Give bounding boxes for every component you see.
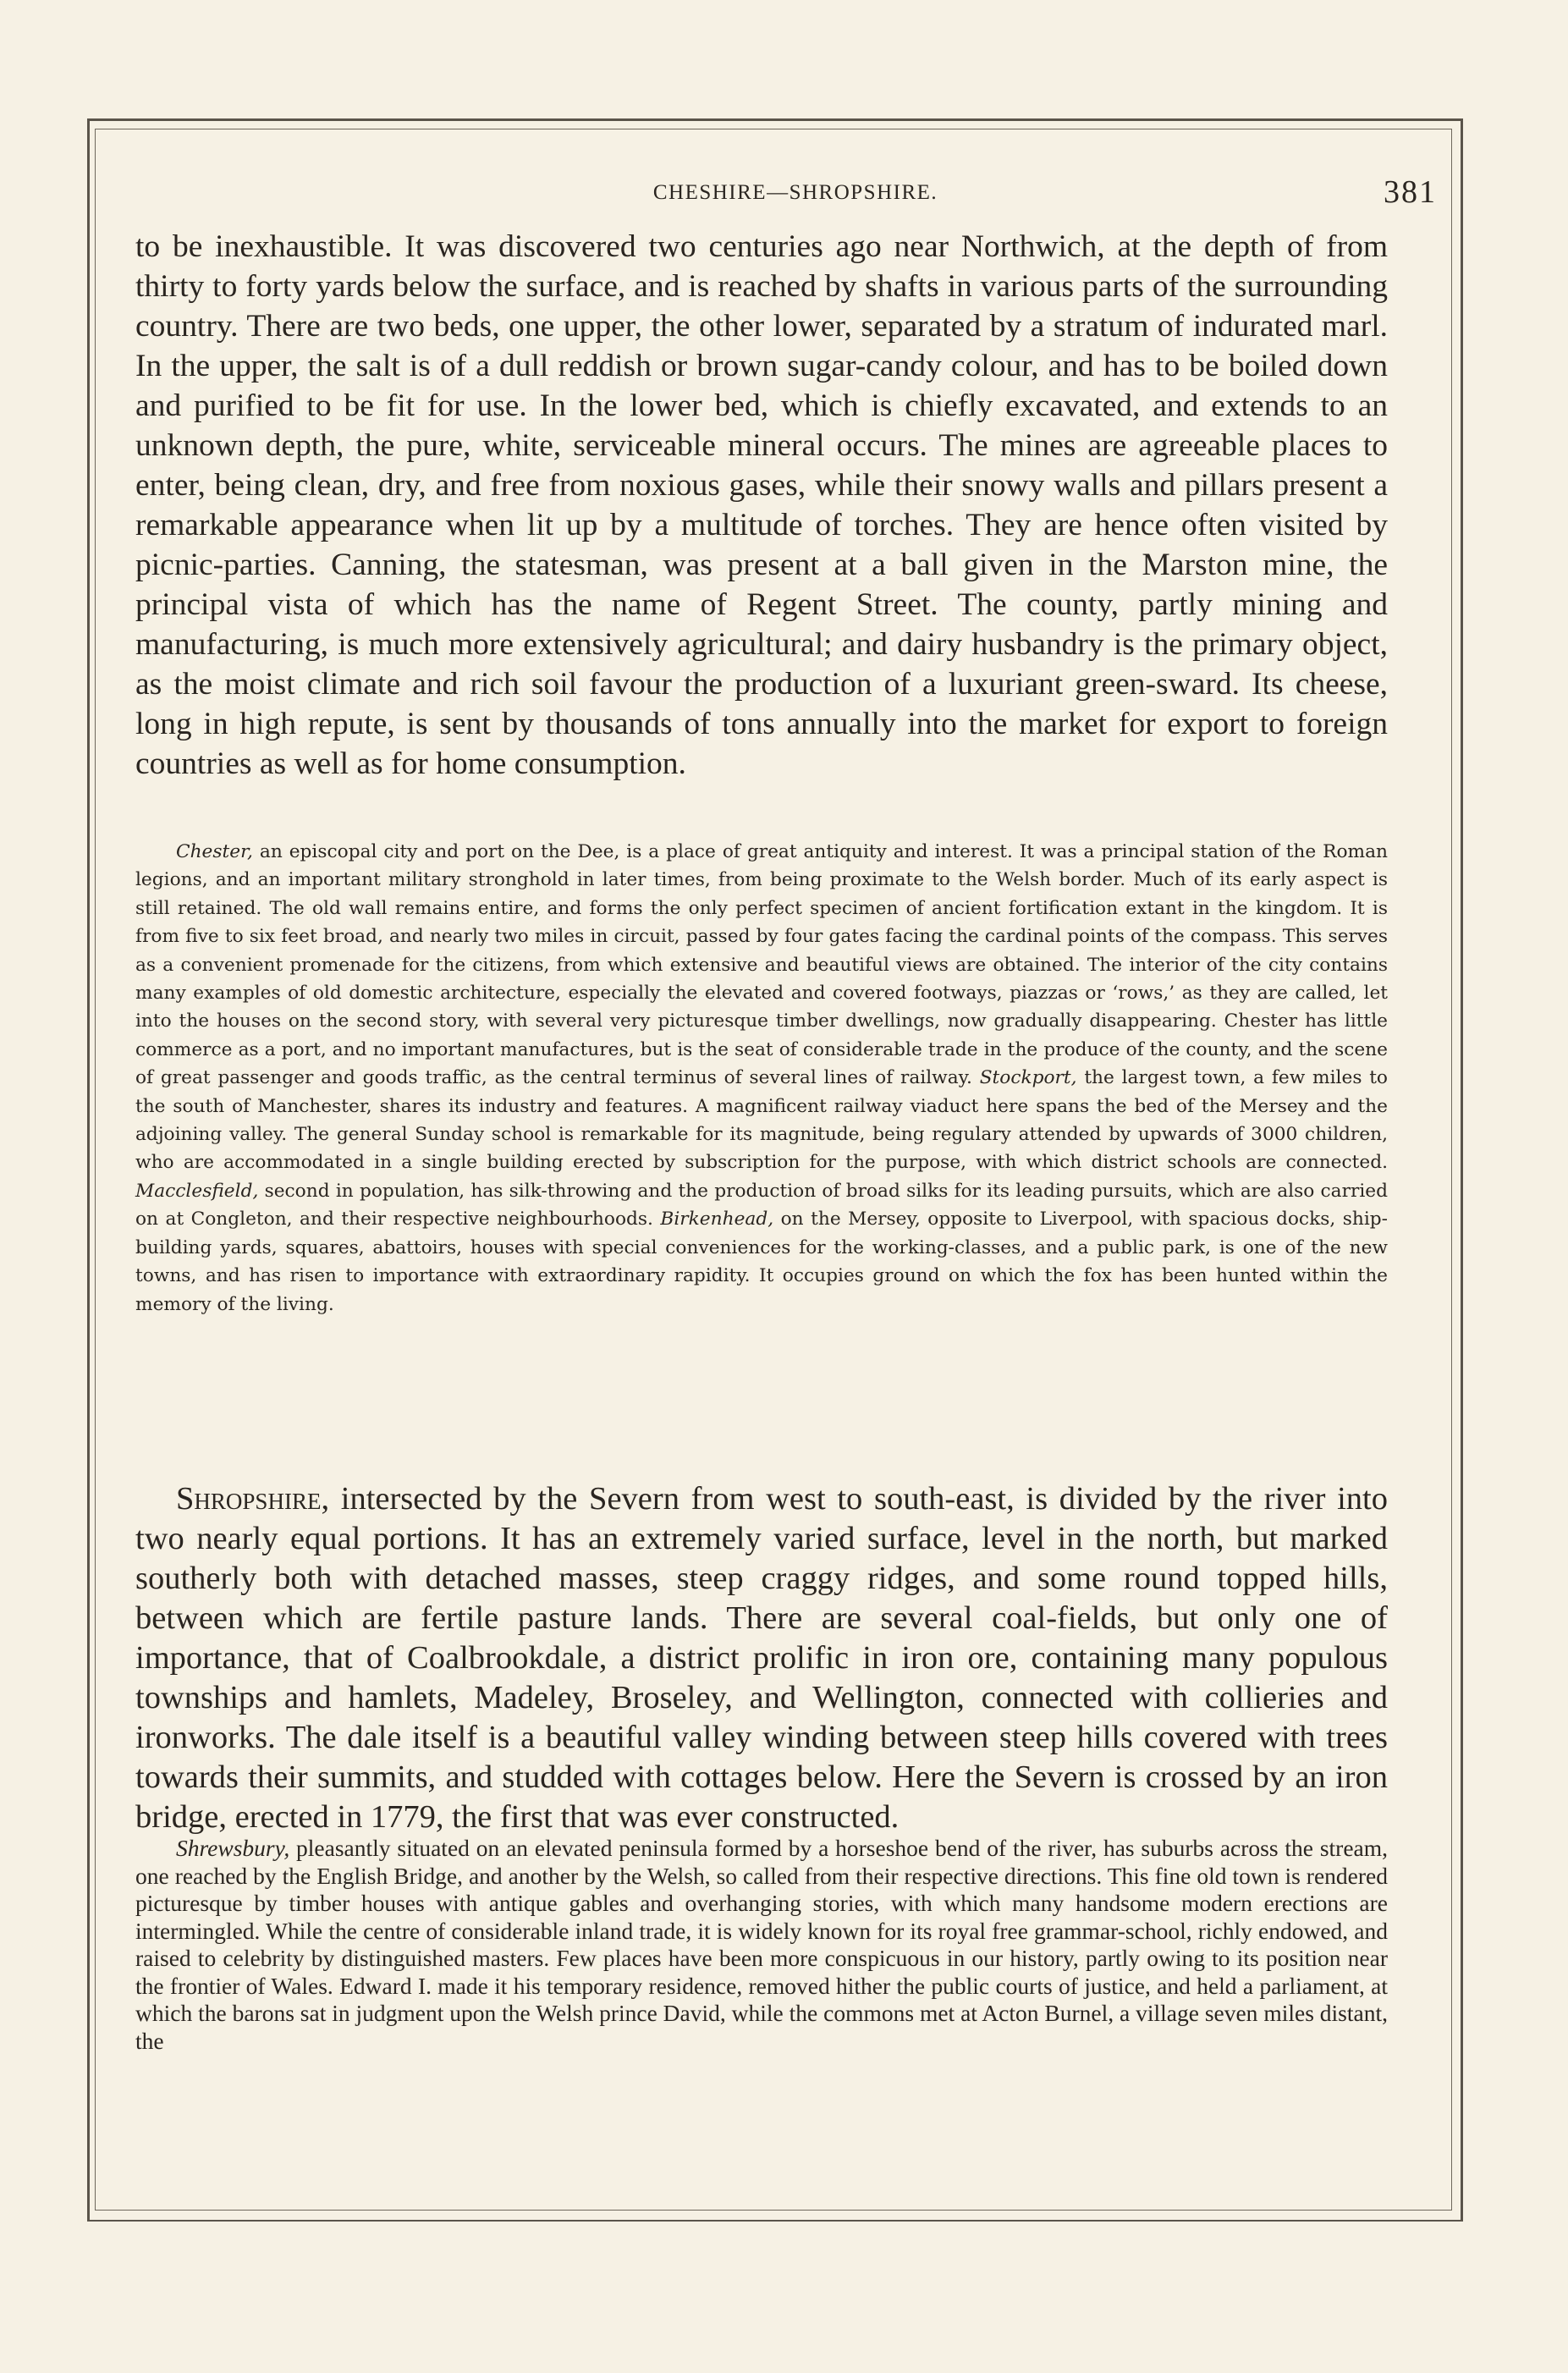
- paragraph-shrewsbury-text: pleasantly situated on an elevated peninsula formed by a horseshoe bend of the river, has suburbs across the stream, one reached by the English Bridge, and another by the Welsh, so called from their respective directions. This fine old town is rendered picturesque by timber houses with antique gables and overhanging stories, with which many handsome modern erections are intermingled. While the centre of considerable inland trade, it is widely known for its royal free grammar-school, richly endowed, and raised to celebrity by distinguished masters. Few places have been more conspicuous in our history, partly owing to its position near the frontier of Wales. Edward I. made it his temporary residence, removed hither the public courts of justice, and held a parliament, at which the barons sat in judgment upon the Welsh prince David, while the commons met at Acton Burnel, a village seven miles distant, the: [135, 1835, 1388, 2054]
- place-name-shrewsbury: Shrewsbury,: [176, 1835, 290, 1861]
- paragraph-birkenhead-text: on the Mersey, opposite to Liverpool, with spacious docks, ship-building yards, squares, abattoirs, houses with special conveniences for the working-classes, and a public park, is one of the new towns, and has risen to importance with extraordinary rapidity. It occupies ground on which the fox has been hunted within the memory of the living.: [135, 1209, 1388, 1315]
- county-name-shropshire: Shropshire,: [176, 1481, 330, 1517]
- paragraph-salt-mines: to be inexhaustible. It was discovered two centuries ago near Northwich, at the depth of from thirty to forty yards below the surface, and is reached by shafts in various parts of the surrounding country. There are two beds, one upper, the other lower, separated by a stratum of indurated marl. In the upper, the salt is of a dull reddish or brown sugar-candy colour, and has to be boiled down and purified to be fit for use. In the lower bed, which is chiefly excavated, and extends to an unknown depth, the pure, white, serviceable mineral occurs. The mines are agreeable places to enter, being clean, dry, and free from noxious gases, while their snowy walls and pillars present a remarkable appearance when lit up by a multitude of torches. They are hence often visited by picnic-parties. Canning, the statesman, was present at a ball given in the Marston mine, the principal vista of which has the name of Regent Street. The county, partly mining and manufacturing, is much more extensively agricultural; and dairy husbandry is the primary object, as the moist climate and rich soil favour the production of a luxuriant green-sward. Its cheese, long in high repute, is sent by thousands of tons annually into the market for export to foreign countries as well as for home consumption.: [135, 229, 1388, 781]
- place-name-chester: Chester,: [176, 841, 253, 862]
- place-name-birkenhead: Birkenhead,: [660, 1209, 774, 1231]
- place-name-stockport: Stockport,: [979, 1067, 1077, 1089]
- page-header: [135, 169, 1455, 220]
- page-number: 381: [1384, 174, 1437, 210]
- place-name-macclesfield: Macclesfield,: [135, 1180, 259, 1202]
- paragraph-macclesfield-text: second in population, has silk-throwing and the production of broad silks for its leading pursuits, which are also carried on at Congleton, and their respective neighbourhoods.: [135, 1180, 1388, 1231]
- paragraph-shrewsbury: [135, 1835, 1388, 2055]
- paragraph-chester-text: an episcopal city and port on the Dee, is a place of great antiquity and interest. It was a principal station of the Roman legions, and an important military stronghold in later times, from being proximate to the Welsh border. Much of its early aspect is still retained. The old wall remains entire, and forms the only perfect specimen of ancient fortification extant in the kingdom. It is from five to six feet broad, and nearly two miles in circuit, passed by four gates facing the cardinal points of the compass. This serves as a convenient promenade for the citizens, from which extensive and beautiful views are obtained. The interior of the city contains many examples of old domestic architecture, especially the elevated and covered footways, piazzas or ‘rows,’ as they are called, let into the houses on the second story, with several very picturesque timber dwellings, now gradually disappearing. Chester has little commerce as a port, and no important manufactures, but is the seat of considerable trade in the produce of the county, and the scene of great passenger and goods traffic, as the central terminus of several lines of railway.: [135, 841, 1388, 1089]
- paragraph-chester: [135, 838, 1388, 1319]
- paragraph-shropshire-text: intersected by the Severn from west to south-east, is divided by the river into two nearly equal portions. It has an extremely varied surface, level in the north, but marked southerly both with detached masses, steep craggy ridges, and some round topped hills, between which are fertile pasture lands. There are several coal-fields, but only one of importance, that of Coalbrookdale, a district prolific in iron ore, containing many populous townships and hamlets, Madeley, Broseley, and Wellington, connected with collieries and ironworks. The dale itself is a beautiful valley winding between steep hills covered with trees towards their summits, and studded with cottages below. Here the Severn is crossed by an iron bridge, erected in 1779, the first that was ever constructed.: [135, 1481, 1388, 1835]
- paragraph-shropshire: [135, 1479, 1388, 1837]
- paragraph-stockport-text: the largest town, a few miles to the south of Manchester, shares its industry and features. A magnificent railway viaduct here spans the bed of the Mersey and the adjoining valley. The general Sunday school is remarkable for its magnitude, being regulary attended by upwards of 3000 children, who are accommodated in a single building erected by subscription for the purpose, with which district schools are connected.: [135, 1067, 1388, 1174]
- running-title: CHESHIRE—SHROPSHIRE.: [652, 181, 938, 204]
